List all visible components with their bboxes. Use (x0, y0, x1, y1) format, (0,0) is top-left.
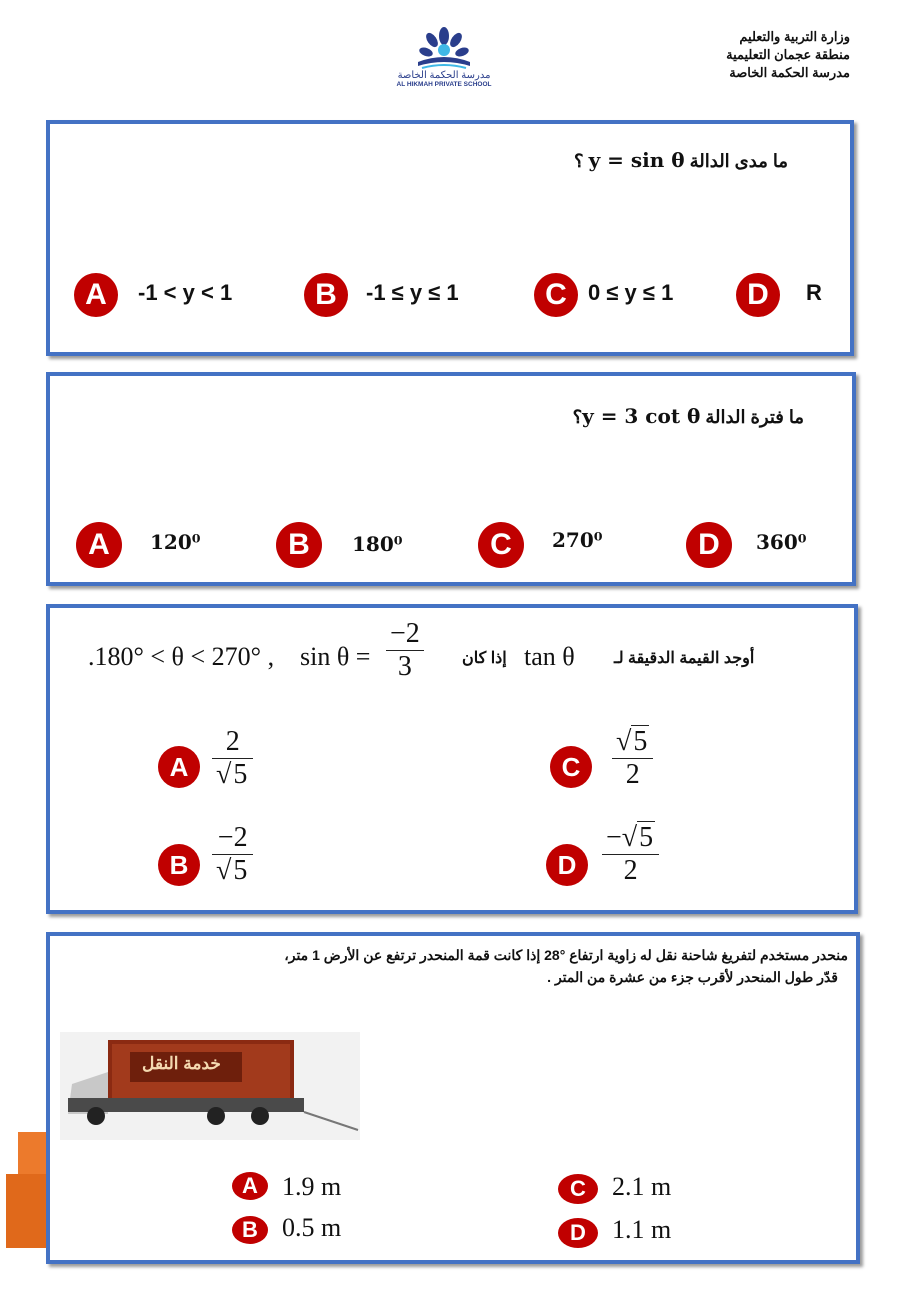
q2-option-b[interactable]: 180⁰ (352, 532, 403, 556)
option-d-badge[interactable]: D (546, 844, 588, 886)
q3-option-d-denominator: 2 (623, 855, 638, 886)
q3-option-c-numerator: √5 (612, 726, 653, 759)
q3-option-c-denominator: 2 (625, 759, 640, 790)
q1-option-c[interactable]: 0 ≤ y ≤ 1 (588, 280, 674, 305)
q3-option-a-radicand: 5 (233, 759, 248, 790)
option-d-badge[interactable]: D (686, 522, 732, 568)
q3-option-b-radicand: 5 (233, 855, 248, 886)
q4-line-1: منحدر مستخدم لتفريغ شاحنة نقل له زاوية ارتفاع °28 إذا كانت قمة المنحدر ترتفع عن الأرض 1 متر، (284, 947, 848, 963)
q1-question-mark: ؟ (574, 151, 584, 171)
q2-prefix: ما فترة الدالة (705, 407, 804, 427)
q3-option-b[interactable] (212, 822, 253, 887)
q3-option-c[interactable] (612, 726, 653, 791)
q3-option-d-radicand: 5 (639, 822, 654, 853)
q2-option-c[interactable]: 270⁰ (552, 528, 603, 552)
q4-option-b[interactable]: 0.5 m (282, 1213, 342, 1242)
q1-option-d[interactable]: R (806, 280, 822, 305)
ministry-name: وزارة التربية والتعليم (739, 29, 850, 44)
q3-option-a[interactable] (212, 726, 253, 791)
q3-option-b-denominator: √5 (216, 855, 248, 886)
option-c-badge[interactable]: C (478, 522, 524, 568)
option-d-badge[interactable]: D (558, 1218, 598, 1248)
q4-option-a[interactable]: 1.9 m (282, 1172, 342, 1201)
q1-option-a[interactable]: -1 < y < 1 (138, 280, 233, 305)
q3-sin-lhs: sin θ = (300, 642, 371, 671)
q2-math: y = 3 cot θ (582, 404, 701, 428)
question-1-text (574, 148, 788, 172)
moving-truck-image (60, 1032, 360, 1140)
q4-option-c[interactable]: 2.1 m (612, 1172, 672, 1201)
q3-sin-denominator: 3 (397, 651, 412, 682)
question-4-text (88, 944, 848, 988)
option-a-badge[interactable]: A (76, 522, 122, 568)
q2-question-mark: ؟ (572, 407, 583, 427)
zone-name: منطقة عجمان التعليمية (726, 47, 850, 62)
option-b-badge[interactable]: B (276, 522, 322, 568)
q1-math: y = sin θ (588, 148, 685, 172)
q3-option-a-numerator: 2 (212, 726, 253, 759)
option-b-badge[interactable]: B (232, 1216, 268, 1244)
q3-condition: .180° < θ < 270° , (88, 642, 275, 671)
q1-prefix: ما مدى الدالة (689, 151, 788, 171)
q3-prompt-text: أوجد القيمة الدقيقة لـ (614, 650, 755, 667)
q1-option-b[interactable]: -1 ≤ y ≤ 1 (366, 280, 459, 305)
question-3-prompt (88, 618, 840, 688)
truck-label: خدمة النقل (142, 1054, 221, 1073)
q4-line-2: قدّر طول المنحدر لأقرب جزء من عشرة من المتر . (547, 969, 838, 985)
option-c-badge[interactable]: C (550, 746, 592, 788)
logo-arabic-text: مدرسة الحكمة الخاصة (397, 70, 491, 81)
q3-option-c-radicand: 5 (633, 726, 648, 757)
option-a-badge[interactable]: A (232, 1172, 268, 1200)
option-d-badge[interactable]: D (736, 273, 780, 317)
option-c-badge[interactable]: C (558, 1174, 598, 1204)
option-b-badge[interactable]: B (158, 844, 200, 886)
logo-english-text: AL HIKMAH PRIVATE SCHOOL (396, 81, 492, 88)
option-a-badge[interactable]: A (158, 746, 200, 788)
school-name: مدرسة الحكمة الخاصة (729, 65, 850, 80)
question-4-card (46, 932, 860, 1264)
q2-option-a[interactable]: 120⁰ (150, 530, 201, 554)
ministry-header (726, 28, 850, 82)
q3-option-d[interactable] (602, 822, 659, 887)
q2-option-d[interactable]: 360⁰ (756, 530, 807, 554)
q3-if: إذا كان (462, 650, 507, 667)
option-b-badge[interactable]: B (304, 273, 348, 317)
question-1-card (46, 120, 854, 356)
q3-sin-numerator: −2 (386, 618, 424, 651)
question-2-card (46, 372, 856, 586)
option-c-badge[interactable]: C (534, 273, 578, 317)
q3-option-a-denominator: √5 (216, 759, 248, 790)
q3-option-b-numerator: −2 (212, 822, 253, 855)
question-2-text (573, 404, 804, 428)
q3-option-d-sign: − (606, 822, 622, 853)
q3-sin-fraction (386, 618, 424, 683)
q3-tan: tan θ (524, 642, 575, 671)
option-a-badge[interactable]: A (74, 273, 118, 317)
q4-option-d[interactable]: 1.1 m (612, 1215, 672, 1244)
orange-side-tab (6, 1174, 48, 1248)
q3-option-d-numerator: −√5 (602, 822, 659, 855)
question-3-card (46, 604, 858, 914)
